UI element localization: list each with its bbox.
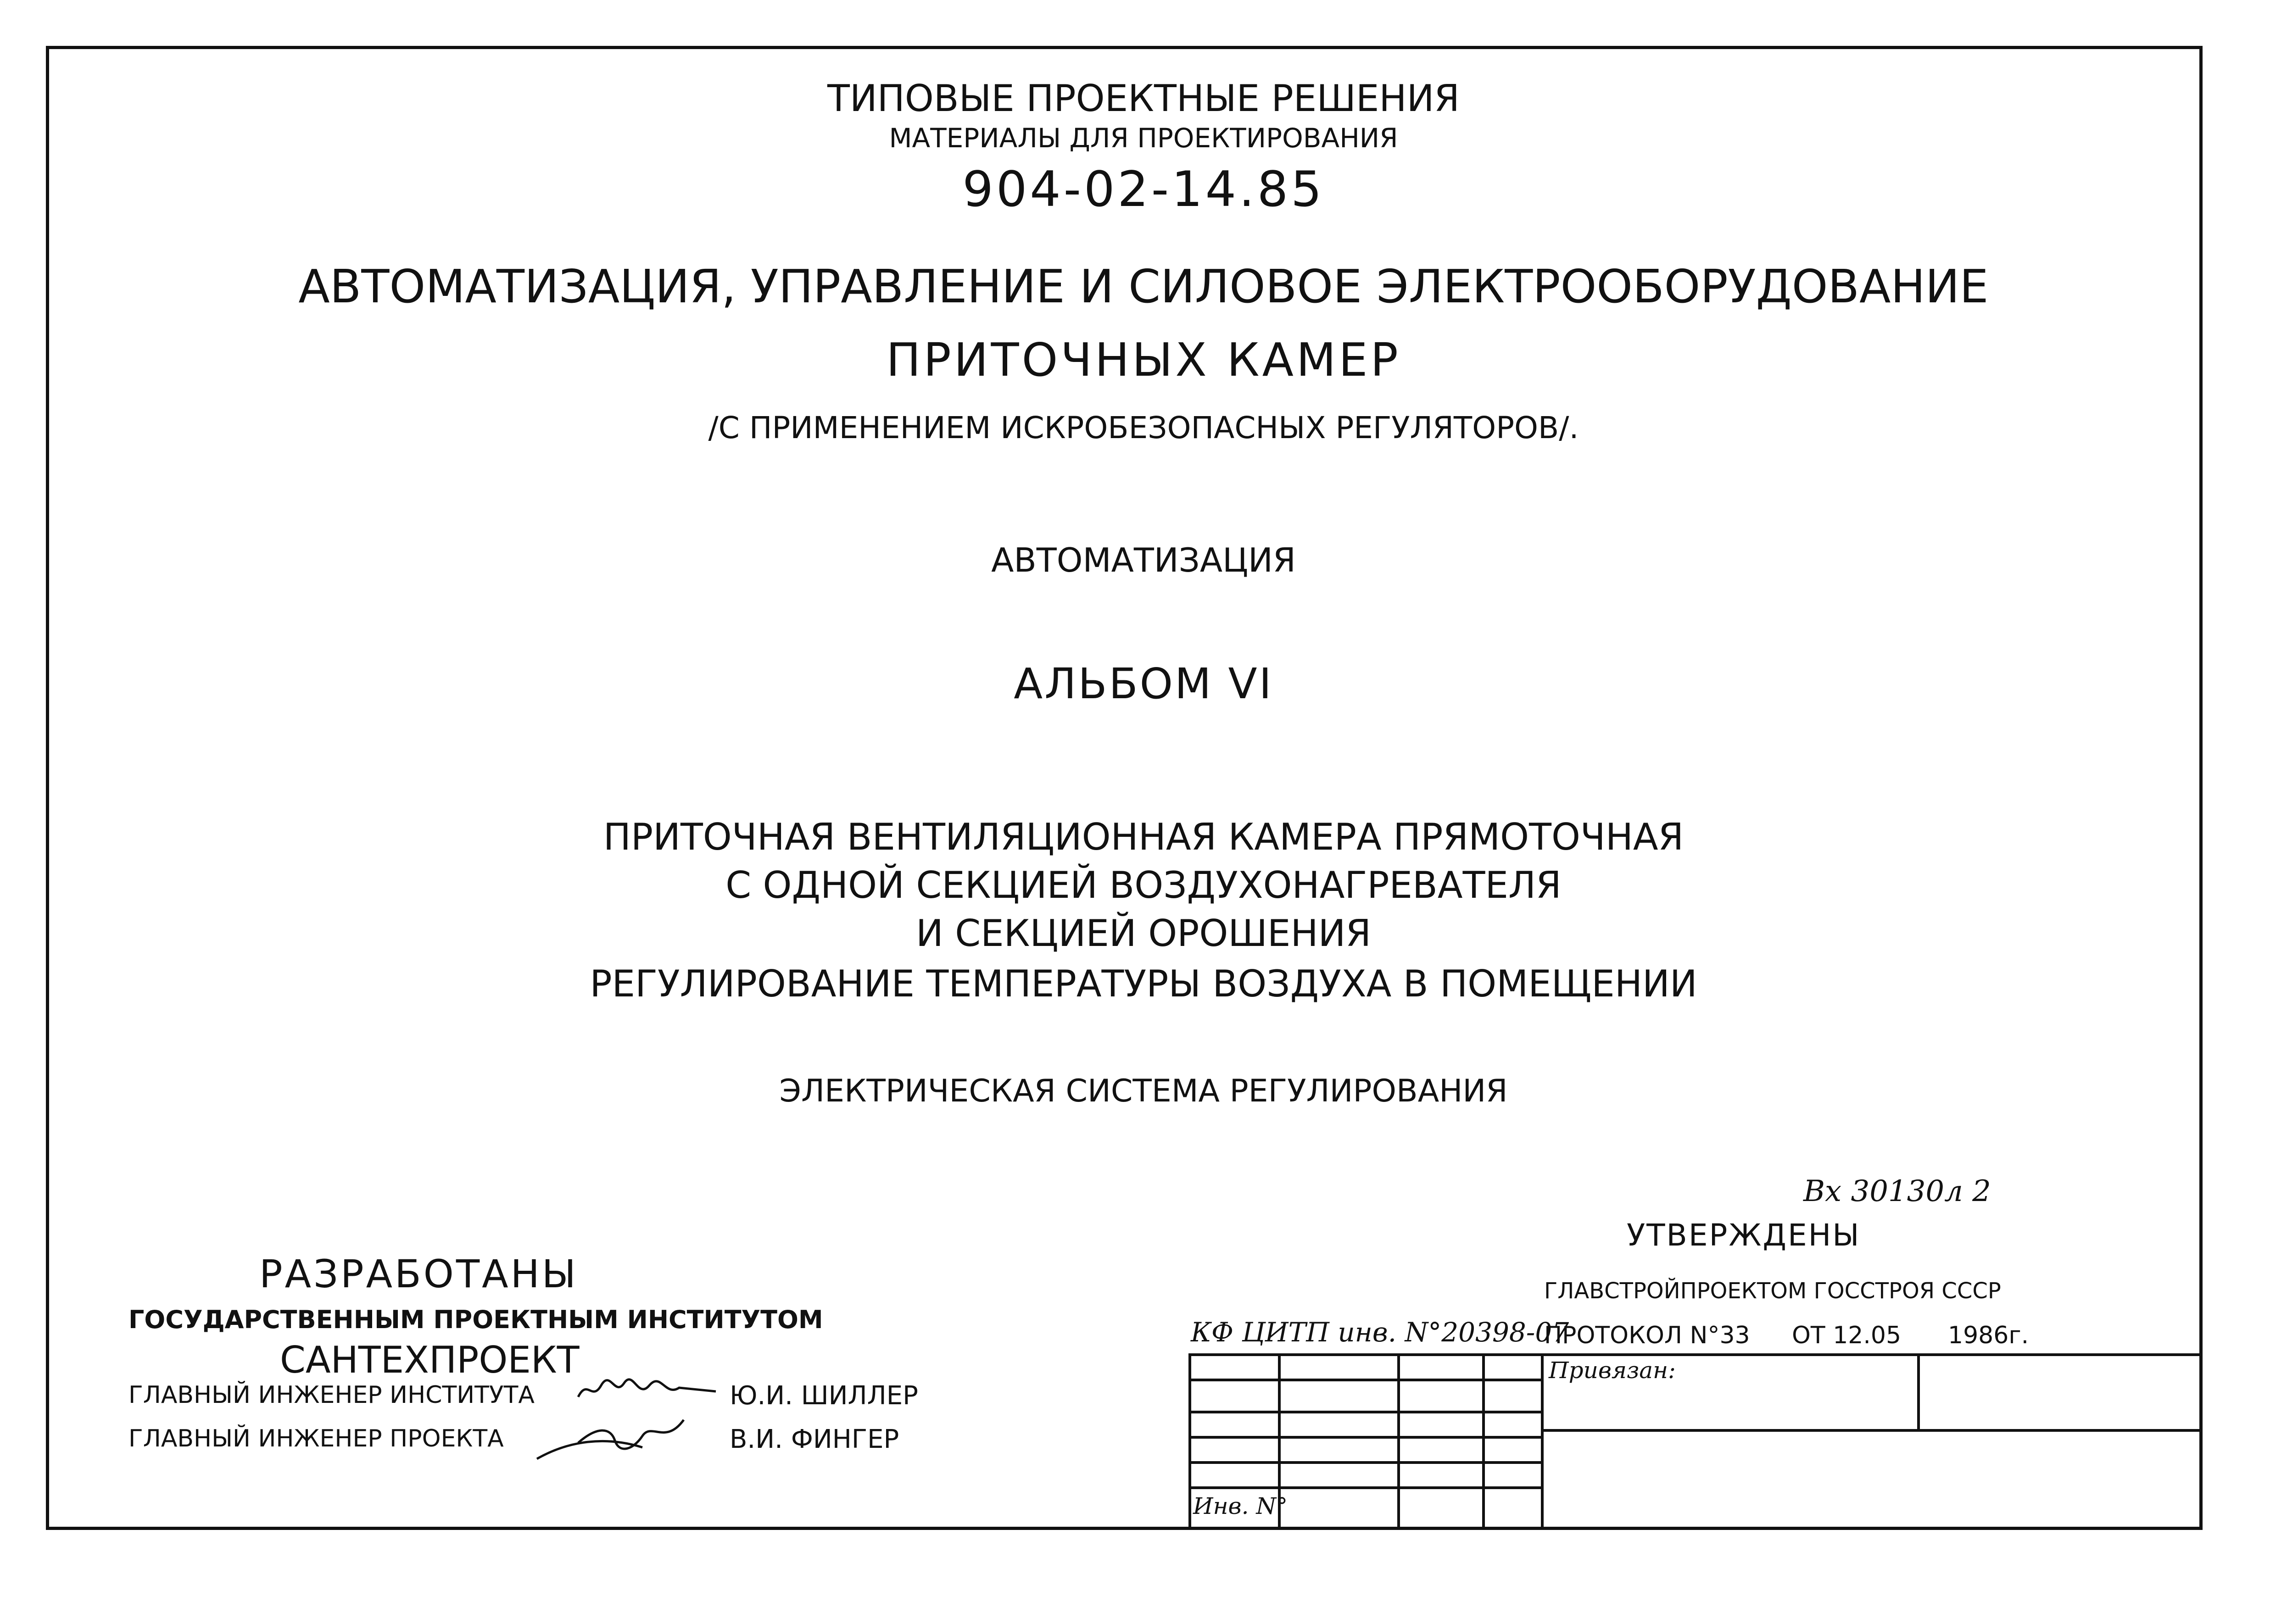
materials-label: МАТЕРИАЛЫ ДЛЯ ПРОЕКТИРОВАНИЯ bbox=[889, 122, 1398, 154]
section-label: АВТОМАТИЗАЦИЯ bbox=[991, 541, 1296, 579]
stamp-row-4 bbox=[1188, 1461, 1542, 1464]
signature-finger bbox=[532, 1408, 697, 1468]
protocol-date: ОТ 12.05 bbox=[1792, 1322, 1902, 1349]
role-chief-engineer-project: ГЛАВНЫЙ ИНЖЕНЕР ПРОЕКТА bbox=[128, 1425, 504, 1452]
developed-heading: РАЗРАБОТАНЫ bbox=[259, 1251, 578, 1296]
stamp-col-right bbox=[1917, 1353, 1920, 1430]
subject-line-1: ПРИТОЧНАЯ ВЕНТИЛЯЦИОННАЯ КАМЕРА ПРЯМОТОЧНАЯ bbox=[603, 816, 1684, 858]
bound-label: Привязан: bbox=[1549, 1357, 1676, 1384]
stamp-row-1 bbox=[1188, 1379, 1542, 1381]
protocol-year: 1986г. bbox=[1948, 1322, 2029, 1349]
album-label: АЛЬБОМ VI bbox=[1014, 659, 1273, 708]
title-line-2: ПРИТОЧНЫХ КАМЕР bbox=[886, 333, 1401, 387]
stamp-row-5 bbox=[1188, 1486, 1542, 1489]
stamp-row-right bbox=[1541, 1429, 2203, 1432]
stamp-row-2 bbox=[1188, 1411, 1542, 1413]
subject-line-3: И СЕКЦИЕЙ ОРОШЕНИЯ bbox=[915, 912, 1372, 955]
approving-authority: ГЛАВСТРОЙПРОЕКТОМ ГОССТРОЯ СССР bbox=[1544, 1278, 2001, 1304]
stamp-row-3 bbox=[1188, 1436, 1542, 1439]
series-title: ТИПОВЫЕ ПРОЕКТНЫЕ РЕШЕНИЯ bbox=[827, 77, 1460, 120]
inventory-reference: КФ ЦИТП инв. N°20398-07 bbox=[1191, 1317, 1569, 1348]
signature-shiller bbox=[574, 1369, 720, 1411]
inventory-number-label: Инв. N° bbox=[1193, 1493, 1288, 1519]
subject-line-4: РЕГУЛИРОВАНИЕ ТЕМПЕРАТУРЫ ВОЗДУХА В ПОМЕЩЕНИИ bbox=[590, 962, 1697, 1005]
approved-heading: УТВЕРЖДЕНЫ bbox=[1627, 1218, 1861, 1253]
name-shiller: Ю.И. ШИЛЛЕР bbox=[730, 1381, 918, 1411]
handwritten-note: Вх 30130л 2 bbox=[1803, 1174, 1991, 1208]
document-number: 904-02-14.85 bbox=[962, 161, 1325, 217]
name-finger: В.И. ФИНГЕР bbox=[730, 1424, 899, 1454]
institute-name: САНТЕХПРОЕКТ bbox=[280, 1339, 580, 1381]
protocol-number: ПРОТОКОЛ N°33 bbox=[1544, 1322, 1750, 1349]
system-label: ЭЛЕКТРИЧЕСКАЯ СИСТЕМА РЕГУЛИРОВАНИЯ bbox=[779, 1073, 1508, 1109]
role-chief-engineer-institute: ГЛАВНЫЙ ИНЖЕНЕР ИНСТИТУТА bbox=[128, 1381, 535, 1409]
subject-line-2: С ОДНОЙ СЕКЦИЕЙ ВОЗДУХОНАГРЕВАТЕЛЯ bbox=[725, 864, 1562, 907]
title-line-1: АВТОМАТИЗАЦИЯ, УПРАВЛЕНИЕ И СИЛОВОЕ ЭЛЕКТРООБОРУДОВАНИЕ bbox=[298, 260, 1989, 313]
title-line-3: /С ПРИМЕНЕНИЕМ ИСКРОБЕЗОПАСНЫХ РЕГУЛЯТОРОВ/. bbox=[708, 410, 1579, 445]
institute-line: ГОСУДАРСТВЕННЫМ ПРОЕКТНЫМ ИНСТИТУТОМ bbox=[128, 1305, 823, 1334]
